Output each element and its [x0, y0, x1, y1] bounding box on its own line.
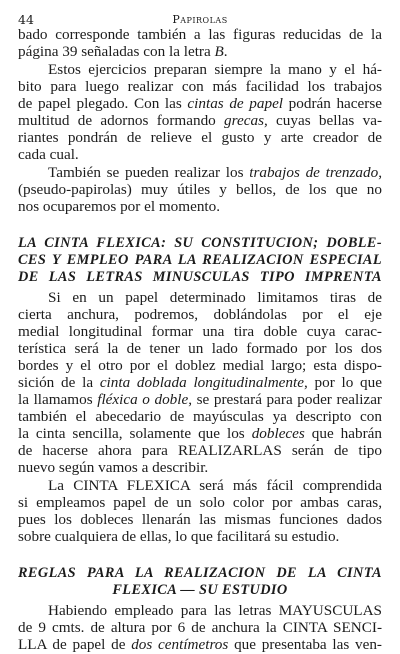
text-segment: que habrán [304, 425, 383, 442]
text-segment: cada cual. [18, 146, 79, 163]
text-segment: de hacerse ahora para REALIZARLAS serán de tipo [18, 442, 382, 459]
section-heading-line [18, 252, 382, 269]
text-segment: bordes y el otro por el doblez medial largo; esta dispo- [18, 357, 382, 374]
text-line [18, 494, 382, 511]
italic-text-segment: grecas [224, 112, 264, 129]
text-segment: LA CINTA FLEXICA: SU CONSTITUCION; DOBLE- [18, 235, 382, 251]
text-segment: REGLAS PARA LA REALIZACION DE LA CINTA [18, 565, 382, 581]
text-line [18, 181, 382, 198]
text-segment: sición de la [18, 374, 100, 391]
text-line [18, 323, 382, 340]
text-segment: pues los dobleces llenarán las mismas funciones dados [18, 511, 382, 528]
text-segment: si empleamos papel de un solo color por ambas caras, [18, 494, 382, 511]
text-segment: la cinta sencilla, solamente que los [18, 425, 252, 442]
section-heading-line [18, 269, 382, 286]
text-line [18, 129, 382, 146]
text-line [18, 61, 382, 78]
text-line [18, 528, 382, 545]
text-line [18, 164, 382, 181]
italic-text-segment: fléxica o doble [97, 391, 189, 408]
text-line [18, 112, 382, 129]
section-heading-line [18, 565, 382, 582]
text-segment: cierta anchura, podremos, doblándolas por el eje [18, 306, 382, 323]
text-segment: . [223, 43, 228, 60]
text-line [18, 477, 382, 494]
text-line [18, 602, 382, 619]
italic-text-segment: trabajos de trenzado [249, 164, 379, 181]
text-segment: (pseudo-papirolas) muy útiles y bellos, de los que no [18, 181, 382, 198]
text-segment: , por lo que [303, 374, 382, 391]
text-segment: multitud de adornos formando [18, 112, 225, 129]
text-segment: medial longitudinal formar una tira doble cuya carac- [18, 323, 382, 340]
text-segment: La CINTA FLEXICA será más fácil comprendida [48, 477, 382, 494]
text-line [18, 340, 382, 357]
text-segment: DE LAS LETRAS MINUSCULAS TIPO IMPRENTA [18, 269, 382, 285]
text-line [18, 511, 382, 528]
text-segment: página 39 señaladas con la letra [18, 43, 215, 60]
text-segment: la llamamos [18, 391, 98, 408]
text-line [18, 26, 382, 43]
text-segment: Estos ejercicios preparan siempre la mano y el há- [48, 61, 382, 78]
text-segment: LLA de papel de [18, 636, 132, 653]
text-line [18, 442, 382, 459]
text-line [18, 357, 382, 374]
text-line [18, 374, 382, 391]
text-line [18, 78, 382, 95]
section-heading-line [18, 582, 382, 599]
text-segment: que presentaba las ven- [228, 636, 382, 653]
italic-text-segment: cintas de papel [187, 95, 284, 112]
text-segment: sobre cualquiera de ellas, lo que facilitará su estudio. [18, 528, 340, 545]
text-segment: También se pueden realizar los [48, 164, 250, 181]
italic-text-segment: dobleces [251, 425, 305, 442]
text-segment: nuevo según vamos a describir. [18, 459, 209, 476]
text-segment: de papel plegado. Con las [18, 95, 188, 112]
text-segment: CES Y EMPLEO PARA LA REALIZACION ESPECIAL [18, 252, 382, 268]
text-segment: , se prestará para poder realizar [188, 391, 382, 408]
text-segment: riantes pondrán de relieve el gusto y arte creador de [18, 129, 382, 146]
text-segment: también el abecedario de mayúsculas ya descripto con [18, 408, 382, 425]
page-number: 44 [18, 12, 34, 27]
text-line [18, 391, 382, 408]
section-heading-line [18, 235, 382, 252]
text-segment: , [378, 164, 382, 181]
text-segment: podrán hacerse [283, 95, 382, 112]
text-segment: de 9 cmts. de altura por 6 de anchura la CINTA SENCI- [18, 619, 382, 636]
italic-text-segment: dos centímetros [131, 636, 229, 653]
text-line [18, 289, 382, 306]
text-line [18, 636, 382, 653]
text-line [18, 146, 382, 163]
text-line [18, 198, 382, 215]
text-line [18, 43, 382, 60]
italic-text-segment: B [214, 43, 224, 60]
running-title: Papirolas [172, 13, 228, 26]
text-segment: bado corresponde también a las figuras reducidas de la [18, 26, 382, 43]
text-line [18, 306, 382, 323]
text-line [18, 619, 382, 636]
text-line [18, 408, 382, 425]
text-segment: nos ocuparemos por el momento. [18, 198, 221, 215]
text-line [18, 459, 382, 476]
italic-text-segment: cinta doblada longitudinalmente [99, 374, 304, 391]
text-line [18, 95, 382, 112]
text-segment: bito para luego realizar con más facilidad los trabajos [18, 78, 382, 95]
text-segment: terística será la de tener un lado formado por los dos [18, 340, 382, 357]
text-line [18, 425, 382, 442]
text-segment: FLEXICA — SU ESTUDIO [112, 582, 288, 598]
text-segment: , cuyas bellas va- [263, 112, 383, 129]
text-segment: Habiendo empleado para las letras MAYUSCULAS [48, 602, 382, 619]
text-segment: Si en un papel determinado limitamos tiras de [48, 289, 382, 306]
